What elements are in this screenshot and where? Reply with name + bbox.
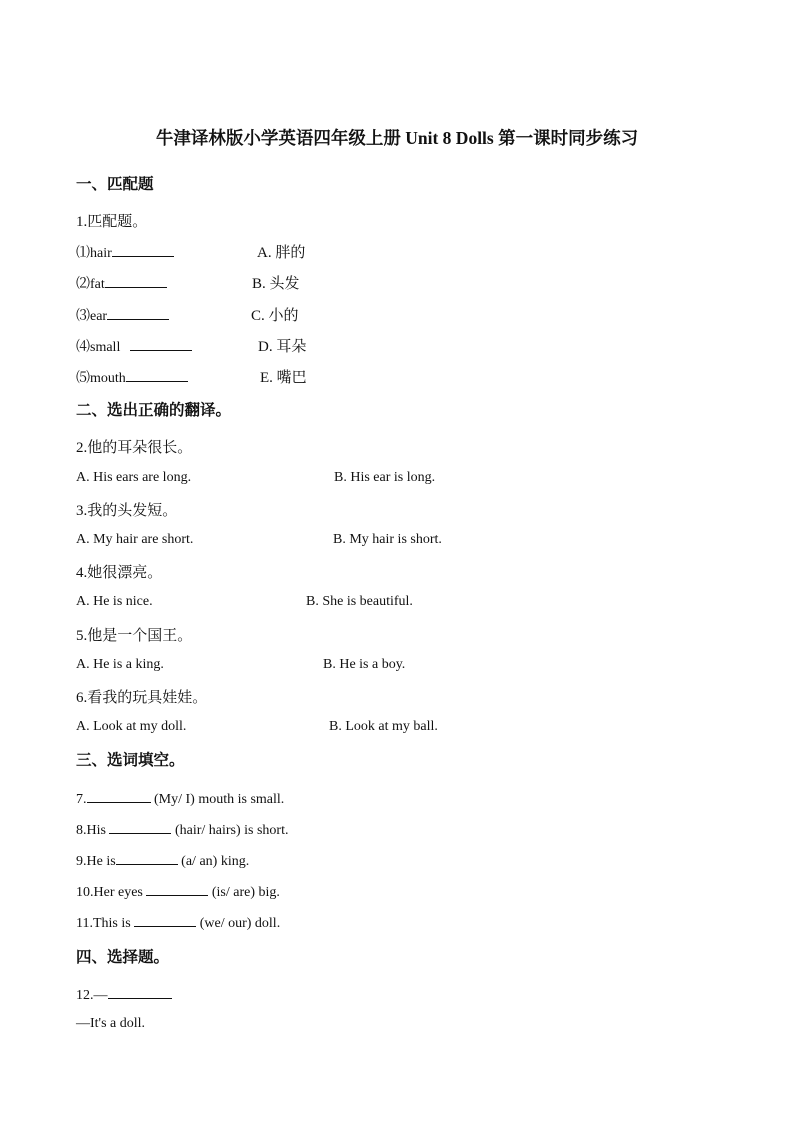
question-stem-2: 2.他的耳朵很长。 [76, 440, 193, 456]
option-5b[interactable]: B. He is a boy. [323, 657, 406, 672]
answer-blank[interactable] [112, 244, 174, 257]
section-heading-4: 四、选择题。 [76, 949, 170, 966]
option-6b[interactable]: B. Look at my ball. [329, 719, 438, 734]
option-2b[interactable]: B. His ear is long. [334, 470, 436, 485]
match-left-2: ⑵fat [76, 273, 167, 293]
fill-question-11: 11.This is (we/ our) doll. [76, 916, 281, 931]
choice-question-12: 12.— [76, 986, 172, 1004]
match-left-5: ⑸mouth [76, 367, 188, 387]
question-stem-6: 6.看我的玩具娃娃。 [76, 690, 208, 706]
question-stem-3: 3.我的头发短。 [76, 503, 178, 519]
match-left-4: ⑷small [76, 336, 192, 356]
match-left-3: ⑶ear [76, 305, 169, 325]
question-stem-4: 4.她很漂亮。 [76, 565, 163, 581]
fill-question-7: 7. (My/ I) mouth is small. [76, 792, 285, 807]
match-right-4: D. 耳朵 [258, 339, 307, 355]
answer-blank[interactable] [87, 790, 151, 803]
answer-blank[interactable] [107, 307, 169, 320]
section-heading-3: 三、选词填空。 [76, 752, 185, 769]
option-5a[interactable]: A. He is a king. [76, 657, 164, 672]
option-4a[interactable]: A. He is nice. [76, 594, 153, 609]
choice-answer-line: —It's a doll. [76, 1016, 146, 1031]
answer-blank[interactable] [108, 986, 172, 999]
option-4b[interactable]: B. She is beautiful. [306, 594, 413, 609]
question-stem-1: 1.匹配题。 [76, 214, 148, 230]
option-6a[interactable]: A. Look at my doll. [76, 719, 187, 734]
answer-blank[interactable] [116, 852, 178, 865]
answer-blank[interactable] [105, 275, 167, 288]
page-title: 牛津译林版小学英语四年级上册 Unit 8 Dolls 第一课时同步练习 [155, 128, 639, 148]
answer-blank[interactable] [126, 369, 188, 382]
match-left-1: ⑴hair [76, 242, 174, 262]
match-right-3: C. 小的 [251, 308, 299, 324]
question-stem-5: 5.他是一个国王。 [76, 628, 193, 644]
fill-question-9: 9.He is (a/ an) king. [76, 854, 250, 869]
option-3b[interactable]: B. My hair is short. [333, 532, 442, 547]
match-right-1: A. 胖的 [257, 245, 306, 261]
fill-question-10: 10.Her eyes (is/ are) big. [76, 885, 280, 900]
section-heading-1: 一、匹配题 [76, 176, 154, 193]
answer-blank[interactable] [146, 883, 208, 896]
section-heading-2: 二、选出正确的翻译。 [76, 402, 232, 419]
answer-blank[interactable] [130, 338, 192, 351]
option-2a[interactable]: A. His ears are long. [76, 470, 192, 485]
match-right-2: B. 头发 [252, 276, 300, 292]
fill-question-8: 8.His (hair/ hairs) is short. [76, 823, 289, 838]
answer-blank[interactable] [109, 821, 171, 834]
answer-blank[interactable] [134, 914, 196, 927]
match-right-5: E. 嘴巴 [260, 370, 307, 386]
option-3a[interactable]: A. My hair are short. [76, 532, 194, 547]
